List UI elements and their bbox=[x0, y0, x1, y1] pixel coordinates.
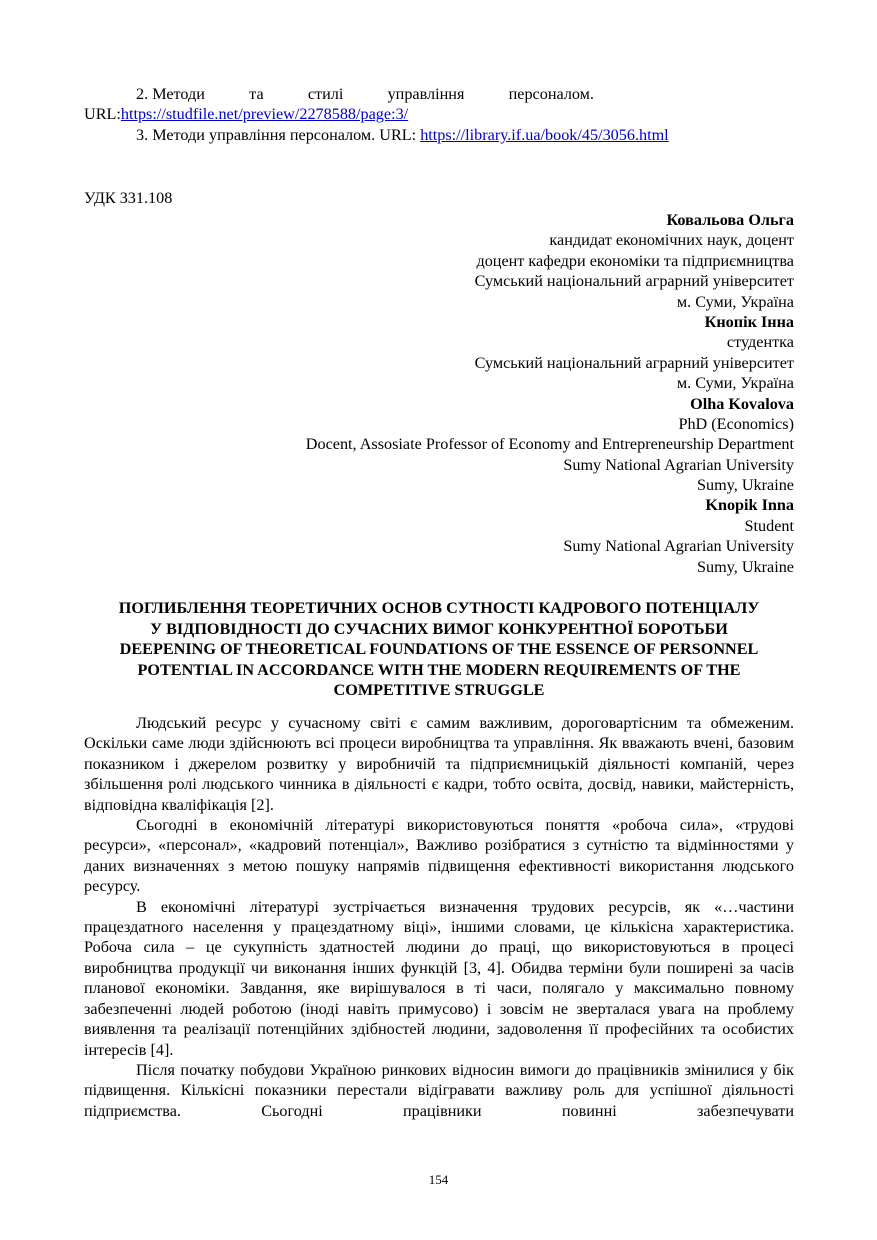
author-affiliation-line: Sumy National Agrarian University bbox=[563, 537, 794, 556]
author-block bbox=[84, 210, 794, 577]
article-title bbox=[84, 598, 794, 701]
author-name: Ковальова Ольга bbox=[666, 211, 794, 229]
title-line: ПОГЛИБЛЕННЯ ТЕОРЕТИЧНИХ ОСНОВ СУТНОСТІ КАДРОВОГО ПОТЕНЦІАЛУ bbox=[118, 599, 760, 617]
author-affiliation-line: Student bbox=[744, 516, 794, 535]
author-affiliation-line: м. Суми, Україна bbox=[676, 374, 794, 393]
author-affiliation-line: Sumy, Ukraine bbox=[697, 557, 794, 576]
author-affiliation-line: доцент кафедри економіки та підприємництва bbox=[476, 251, 794, 270]
author-affiliation-line: PhD (Economics) bbox=[678, 414, 794, 433]
author-affiliation-line: Сумський національний аграрний університет bbox=[474, 353, 794, 372]
body-paragraph: В економічні літературі зустрічається визначення трудових ресурсів, як «…частини працездатного населення у працездатному віці», іншими словами, це кількісна характеристика. Робоча сила – це сукупність здатностей людини до праці, що використовуються в процесі виробництва продукції чи виконання інших функцій [3, 4]. Обидва терміни були поширені за часів планової економіки. Завдання, яке вирішувалося в ті часи, полягало у максимально повному забезпеченні людей роботою (іноді навіть примусово) і зовсім не зверталася увага на проблему виявлення та реалізації потенційних здібностей людини, задоволення її професійних та особистих інтересів [4]. bbox=[84, 897, 794, 1059]
author-affiliation-line: студентка bbox=[726, 333, 794, 352]
body-paragraph: Після початку побудови Україною ринкових відносин вимоги до працівників змінилися у бік підвищення. Кількісні показники перестали відігравати важливу роль для успішної діяльності підприємства. Сьогодні працівники повинні забезпечувати bbox=[84, 1060, 794, 1120]
title-line: DEEPENING OF THEORETICAL FOUNDATIONS OF THE ESSENCE OF PERSONNEL bbox=[119, 640, 759, 659]
author-affiliation-line: Sumy, Ukraine bbox=[697, 476, 794, 495]
url-prefix: URL: bbox=[84, 105, 121, 124]
author-name: Olha Kovalova bbox=[690, 394, 794, 413]
reference-list bbox=[84, 84, 794, 145]
author-affiliation-line: Сумський національний аграрний університет bbox=[474, 272, 794, 291]
author-affiliation-line: м. Суми, Україна bbox=[676, 292, 794, 311]
author-affiliation-line: Sumy National Agrarian University bbox=[563, 455, 794, 474]
reference-2-word: управління bbox=[387, 85, 465, 103]
title-line: У ВІДПОВІДНОСТІ ДО СУЧАСНИХ ВИМОГ КОНКУРЕНТНОЇ БОРОТЬБИ bbox=[150, 619, 728, 638]
page-number: 154 bbox=[428, 1172, 449, 1187]
reference-2-link[interactable]: https://studfile.net/preview/2278588/page:3/ bbox=[120, 105, 409, 124]
reference-3-link[interactable]: https://library.if.ua/book/45/3056.html bbox=[420, 125, 669, 144]
author-name: Кнопік Інна bbox=[704, 312, 794, 331]
reference-2-word: стилі bbox=[307, 85, 344, 103]
title-line: COMPETITIVE STRUGGLE bbox=[333, 681, 545, 700]
article-body bbox=[84, 713, 794, 1121]
reference-2-word: персоналом. bbox=[508, 85, 594, 103]
author-affiliation-line: кандидат економічних наук, доцент bbox=[549, 231, 794, 250]
reference-2-number-word: 2. Методи bbox=[136, 85, 205, 103]
author-affiliation-line: Docent, Assosiate Professor of Economy and Entrepreneurship Department bbox=[305, 435, 794, 454]
author-name: Knopik Inna bbox=[705, 496, 794, 515]
reference-3-text: Методи управління персоналом. URL: bbox=[152, 125, 421, 144]
document-page bbox=[84, 84, 794, 1120]
body-paragraph: Сьогодні в економічній літературі використовуються поняття «робоча сила», «трудові ресурси», «персонал», «кадровий потенціал», Важливо розібратися з сутністю та відмінностями у даних визначеннях з метою пошуку напрямів підвищення ефективності використання людського ресурсу. bbox=[84, 816, 794, 896]
reference-item-2-url-line bbox=[84, 104, 794, 124]
reference-item-2 bbox=[84, 84, 594, 104]
body-paragraph: Людський ресурс у сучасному світі є самим важливим, дороговартісним та обмеженим. Оскільки саме люди здійснюють всі процеси виробництва та управління. Як вважають вчені, базовим показником і джерелом розвитку у виробничій та підприємницькій діяльності компаній, через збільшення ролі людського чинника в діяльності є кадри, тобто освіта, досвід, навики, майстерність, відповідна кваліфікація [2]. bbox=[84, 714, 794, 814]
reference-2-word: та bbox=[249, 85, 264, 103]
reference-item-3 bbox=[84, 125, 794, 145]
udk-code: УДК 331.108 bbox=[84, 189, 173, 207]
title-line: POTENTIAL IN ACCORDANCE WITH THE MODERN REQUIREMENTS OF THE bbox=[137, 660, 741, 679]
reference-3-number: 3. bbox=[136, 125, 149, 144]
